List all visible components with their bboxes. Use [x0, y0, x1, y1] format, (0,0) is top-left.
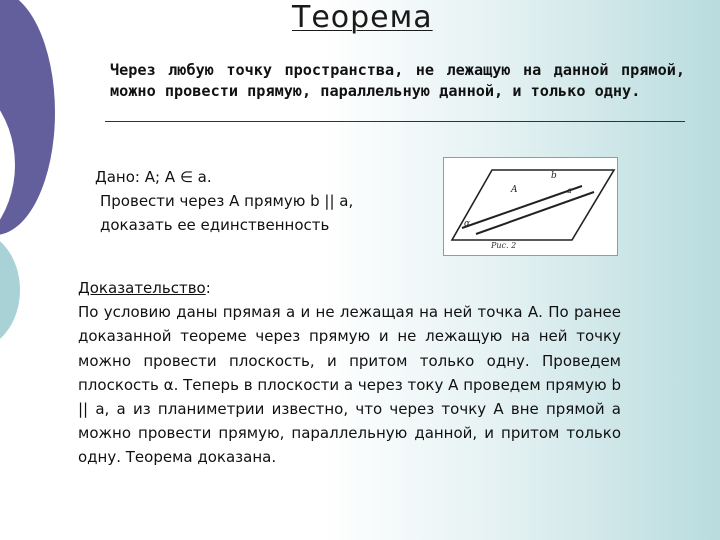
label-a: a	[567, 186, 572, 195]
decorative-circle-teal	[0, 230, 20, 350]
given-block	[95, 165, 425, 237]
line-b	[476, 192, 594, 234]
theorem-underline	[105, 121, 685, 122]
theorem-statement: Через любую точку пространства, не лежащую на данной прямой, можно провести прямую, параллельную данной, и только одну.	[110, 61, 685, 100]
proof-heading-colon: :	[205, 279, 211, 297]
given-label: Дано:	[95, 168, 140, 186]
given-line-2: Провести через А прямую b || a,	[100, 192, 354, 210]
label-alpha: α	[464, 219, 471, 229]
plane-alpha	[452, 170, 614, 240]
slide-title: Теорема	[292, 0, 433, 35]
label-A: A	[511, 185, 518, 195]
proof-block	[78, 276, 621, 470]
figure-plane-lines	[443, 157, 618, 256]
proof-heading-text: Доказательство	[78, 279, 206, 297]
given-line-1: А; А ∈ а.	[144, 168, 212, 186]
figure-caption: Рис. 2	[491, 241, 517, 250]
proof-heading	[78, 279, 211, 297]
plane-diagram	[444, 158, 617, 255]
label-b: b	[551, 171, 557, 181]
proof-text: По условию даны прямая а и не лежащая на ней точка А. По ранее доказанной теореме через прямую и не лежащую на ней точку можно провести плоскость, и притом только одну. Проведем плоскость α. Теперь в плоскости а через току А проведем прямую b || a, а из планиметрии известно, что через точку А вне прямой а можно провести прямую, параллельную данной, и притом только одну. Теорема доказана.	[78, 303, 621, 467]
given-line-3: доказать ее единственность	[100, 216, 330, 234]
